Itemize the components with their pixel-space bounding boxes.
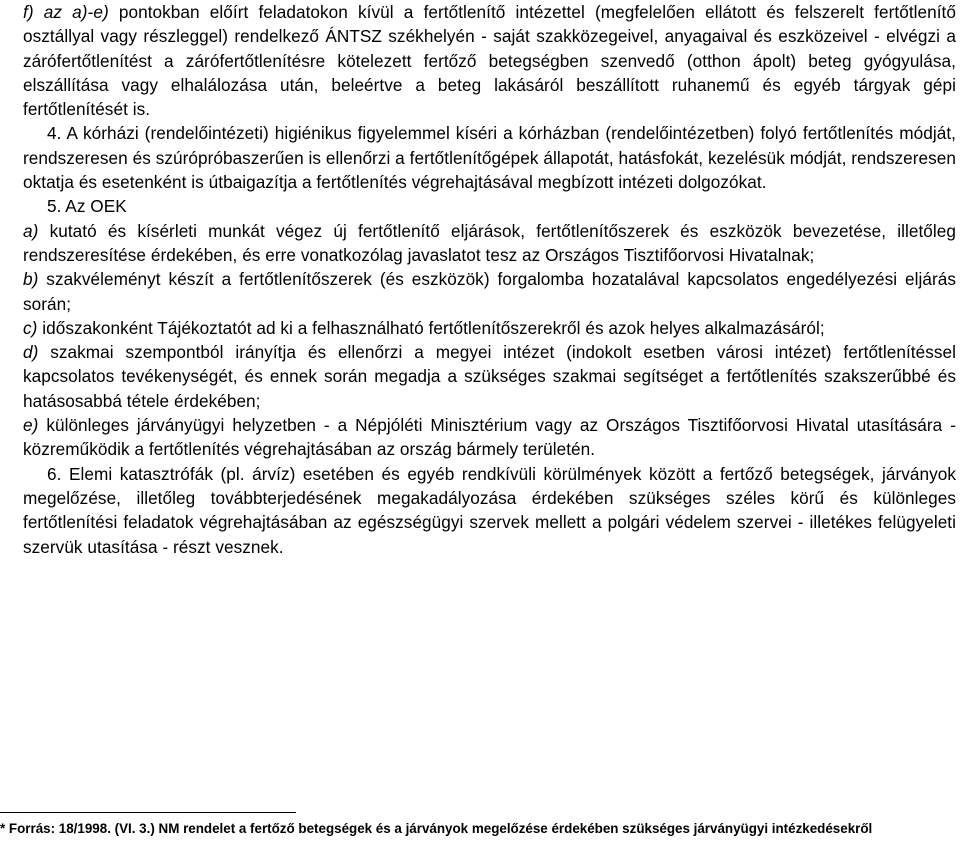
paragraph-text: szakvéleményt készít a fertőtlenítőszerek (és eszközök) forgalomba hozatalával kapcsolatos engedélyezési eljárás során;: [23, 269, 956, 314]
paragraph-c: [23, 316, 956, 340]
footnote: * Forrás: 18/1998. (VI. 3.) NM rendelet a fertőző betegségek és a járványok megelőzése érdekében szükséges járványügyi intézkedésekről: [0, 821, 873, 836]
paragraph-d: [23, 340, 956, 413]
document-body: [23, 0, 956, 559]
paragraph-b: [23, 267, 956, 316]
paragraph-4: [23, 121, 956, 194]
paragraph-marker: c): [23, 317, 38, 338]
paragraph-text: időszakonként Tájékoztatót ad ki a felhasználható fertőtlenítőszerekről és azok helyes alkalmazásáról;: [37, 317, 825, 338]
paragraph-text: különleges járványügyi helyzetben - a Népjóléti Minisztérium vagy az Országos Tisztifőorvosi Hivatal utasítására - közreműködik a fertőtlenítés végrehajtásában az ország bármely területén.: [23, 415, 956, 460]
paragraph-text: 4. A kórházi (rendelőintézeti) higiénikus figyelemmel kíséri a kórházban (rendelőintézetben) folyó fertőtlenítés módját, rendszeresen és szúrópróbaszerűen is ellenőrzi a fertőtlenítőgépek állapotát, hatásfokát, kezelésük módját, rendszeresen oktatja és esetenként is útbaigazítja a fertőtlenítés végrehajtásával megbízott intézeti dolgozókat.: [23, 123, 956, 193]
paragraph-marker: e): [23, 415, 39, 436]
paragraph-6: [23, 462, 956, 559]
paragraph-5: [23, 194, 956, 218]
paragraph-e: [23, 413, 956, 462]
paragraph-text: 6. Elemi katasztrófák (pl. árvíz) esetében és egyéb rendkívüli körülmények között a fertőző betegségek, járványok megelőzése, illetőleg továbbterjedésének megakadályozása érdekében szükséges széles körű és különleges fertőtlenítési feladatok végrehajtásában az egészségügyi szervek mellett a polgári védelem szervei - illetékes felügyeleti szervük utasítása - részt vesznek.: [23, 463, 956, 557]
paragraph-marker: b): [23, 269, 39, 290]
paragraph-text: szakmai szempontból irányítja és ellenőrzi a megyei intézet (indokolt esetben városi intézet) fertőtlenítéssel kapcsolatos tevékenységét, és ennek során megadja a szükséges szakmai segítséget a fertőtlenítés szakszerűbbé és hatásosabbá tétele érdekében;: [23, 342, 956, 411]
paragraph-f: [23, 0, 956, 121]
paragraph-a: [23, 219, 956, 268]
paragraph-marker: a): [23, 220, 39, 241]
paragraph-marker: f) az a)-e): [23, 2, 109, 22]
footnote-divider: [0, 812, 296, 813]
paragraph-marker: d): [23, 342, 39, 363]
paragraph-text: kutató és kísérleti munkát végez új fertőtlenítő eljárások, fertőtlenítőszerek és eszközök bevezetése, illetőleg rendszeresítése érdekében, és erre vonatkozólag javaslatot tesz az Országos Tisztifőorvosi Hivatalnak;: [23, 220, 956, 265]
paragraph-text: pontokban előírt feladatokon kívül a fertőtlenítő intézettel (megfelelően ellátott és felszerelt fertőtlenítő osztállyal vagy részleggel) rendelkező ÁNTSZ székhelyén - saját szakközegeivel, anyagaival és eszközeivel - elvégzi a zárófertőtlenítést a zárófertőtlenítésre kötelezett fertőző betegségben szenvedő (otthon ápolt) beteg gyógyulása, elszállítása vagy elhalálozása után, beleértve a beteg lakásáról beszállított ruhanemű és egyéb tárgyak gépi fertőtlenítését is.: [23, 2, 956, 120]
paragraph-text: 5. Az OEK: [47, 196, 127, 217]
